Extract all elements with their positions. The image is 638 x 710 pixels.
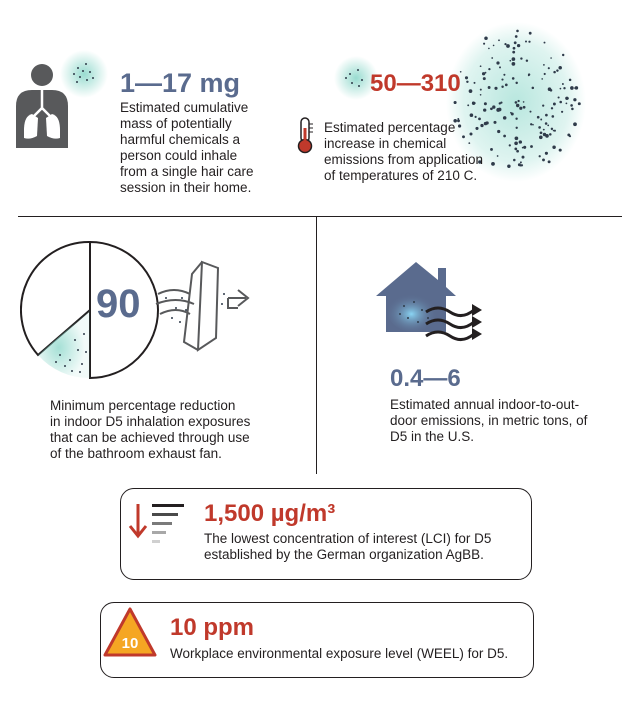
- house-emissions-icon: [372, 258, 492, 354]
- mist-particle: [543, 133, 546, 136]
- mist-cloud-small: [60, 50, 108, 98]
- mist-particle: [553, 71, 556, 74]
- mist-particle: [515, 35, 518, 38]
- mist-particle: [501, 79, 503, 81]
- description-lci: The lowest concentration of interest (LCI) for D5 established by the German organization AgBB.: [204, 531, 492, 562]
- mist-particle: [515, 101, 518, 104]
- mist-particle: [515, 82, 517, 84]
- mist-particle: [553, 130, 555, 132]
- mist-particle: [512, 77, 515, 80]
- mist-particle: [539, 155, 541, 157]
- mist-particle: [530, 145, 533, 148]
- mist-particle: [537, 116, 540, 119]
- mist-particle: [483, 43, 485, 45]
- thermometer-icon: [294, 116, 316, 154]
- mist-particle: [571, 108, 574, 111]
- mist-particle: [544, 73, 546, 75]
- mist-particle: [454, 101, 457, 104]
- mist-particle: [549, 133, 552, 136]
- mist-particle: [525, 40, 527, 42]
- mist-particle: [493, 45, 495, 47]
- mist-particle: [484, 37, 488, 41]
- mist-particle: [559, 149, 562, 152]
- mist-particle: [529, 32, 532, 35]
- mist-particle: [540, 119, 542, 121]
- vertical-divider: [316, 216, 317, 474]
- stat-cumulative-mass: 1—17 mg: [120, 68, 241, 98]
- stat-weel: 10 ppm: [170, 614, 255, 641]
- stat-annual-emissions: 0.4—6: [390, 365, 461, 392]
- mist-particle: [480, 65, 482, 67]
- mist-particle: [492, 105, 495, 108]
- description-annual-emissions: Estimated annual indoor-to-out- door emissions, in metric tons, of D5 in the U.S.: [390, 397, 588, 444]
- mist-particle: [538, 126, 541, 129]
- mist-particle: [562, 83, 564, 85]
- mist-particle: [475, 116, 477, 118]
- mist-particle: [548, 87, 552, 91]
- mist-particle: [573, 98, 576, 101]
- mist-particle: [483, 77, 486, 80]
- description-emission-increase: Estimated percentage increase in chemical emissions from application of temperatures of 210 C.: [324, 120, 484, 183]
- mist-particle: [480, 94, 482, 96]
- mist-particle: [472, 102, 475, 105]
- mist-particle: [569, 135, 571, 137]
- mist-particle: [530, 111, 532, 113]
- mist-particle: [516, 30, 519, 33]
- mist-particle: [469, 89, 473, 93]
- mist-particle: [545, 152, 548, 155]
- mist-particle: [498, 108, 502, 112]
- mist-particle: [498, 39, 500, 41]
- mist-particle: [553, 103, 556, 106]
- mist-particle: [547, 125, 549, 127]
- exhaust-fan-icon: [154, 258, 254, 354]
- mist-particle: [544, 42, 546, 44]
- mist-particle: [523, 101, 525, 103]
- mist-particle: [542, 104, 544, 106]
- mist-particle: [474, 82, 476, 84]
- mist-particle: [523, 106, 526, 109]
- description-weel: Workplace environmental exposure level (WEEL) for D5.: [170, 646, 509, 661]
- mist-particle: [490, 107, 493, 110]
- mist-particle: [516, 104, 519, 107]
- mist-particle: [488, 68, 490, 70]
- mist-particle: [556, 69, 558, 71]
- mist-particle: [542, 158, 545, 161]
- mist-particle: [501, 85, 503, 87]
- mist-particle: [510, 112, 512, 114]
- mist-particle: [526, 59, 528, 61]
- mist-particle: [558, 66, 562, 70]
- mist-particle: [548, 160, 551, 163]
- warning-sign-label: 10: [121, 635, 139, 652]
- concentration-down-icon: [128, 500, 192, 548]
- mist-particle: [488, 86, 491, 89]
- mist-particle: [558, 96, 560, 98]
- mist-particle: [504, 43, 506, 45]
- mist-particle: [565, 102, 567, 104]
- mist-particle: [499, 102, 501, 104]
- mist-particle: [496, 61, 499, 64]
- mist-particle: [569, 79, 572, 82]
- mist-particle: [509, 60, 511, 62]
- weel-box: [100, 602, 534, 678]
- mist-particle: [567, 97, 569, 99]
- mist-particle: [512, 51, 515, 54]
- mist-particle: [578, 102, 581, 105]
- stat-lci: 1,500 µg/m³: [204, 500, 336, 527]
- mist-particle: [545, 122, 548, 125]
- mist-particle: [573, 122, 577, 126]
- mist-particle: [550, 57, 552, 59]
- description-cumulative-mass: Estimated cumulative mass of potentially harmful chemicals a person could inhale from a single hair care session in their home.: [120, 100, 254, 195]
- mist-particle: [506, 44, 510, 48]
- mist-particle: [528, 41, 530, 43]
- mist-particle: [532, 87, 535, 90]
- mist-particle: [563, 87, 565, 89]
- warning-sign-icon: [102, 606, 158, 658]
- mist-particle: [483, 108, 486, 111]
- mist-particle: [494, 87, 497, 90]
- description-fan-reduction: Minimum percentage reduction in indoor D5 inhalation exposures that can be achieved through use of the bathroom exhaust fan.: [50, 398, 251, 461]
- mist-particle: [570, 86, 574, 90]
- mist-particle: [551, 115, 554, 118]
- mist-particle: [505, 84, 508, 87]
- mist-particle: [470, 113, 474, 117]
- mist-particle: [491, 57, 493, 59]
- mist-particle: [488, 48, 490, 50]
- mist-particle: [543, 129, 545, 131]
- mist-particle: [570, 104, 573, 107]
- mist-particle: [520, 57, 522, 59]
- mist-particle: [513, 47, 516, 50]
- mist-particle: [512, 62, 516, 66]
- mist-particle: [517, 44, 520, 47]
- mist-particle: [562, 54, 564, 56]
- mist-particle: [466, 81, 468, 83]
- mist-particle: [552, 146, 555, 149]
- mist-particle: [551, 107, 553, 109]
- stat-emission-increase: 50—310: [370, 70, 461, 97]
- mist-particle: [541, 78, 543, 80]
- mist-particle: [543, 64, 545, 66]
- mist-particle: [528, 73, 530, 75]
- mist-particle: [545, 114, 548, 117]
- mist-particle: [512, 57, 516, 61]
- mist-particle: [514, 41, 517, 44]
- mist-particle: [480, 89, 482, 91]
- mist-particle: [560, 88, 562, 90]
- mist-particle: [559, 101, 562, 104]
- mist-particle: [503, 74, 505, 76]
- mist-particle: [517, 100, 519, 102]
- stat-fan-reduction: 90: [96, 282, 141, 326]
- mist-particle: [530, 123, 532, 125]
- mist-particle: [467, 104, 469, 106]
- mist-particle: [484, 102, 487, 105]
- mist-particle: [551, 128, 553, 130]
- mist-particle: [540, 131, 543, 134]
- mist-particle: [499, 66, 501, 68]
- mist-particle: [465, 76, 468, 79]
- horizontal-divider: [18, 216, 622, 217]
- mist-particle: [561, 111, 563, 113]
- mist-particle: [532, 124, 534, 126]
- mist-particle: [539, 135, 543, 139]
- mist-particle: [485, 72, 487, 74]
- mist-particle: [574, 87, 576, 89]
- mist-particle: [548, 67, 550, 69]
- mist-particle: [519, 107, 522, 110]
